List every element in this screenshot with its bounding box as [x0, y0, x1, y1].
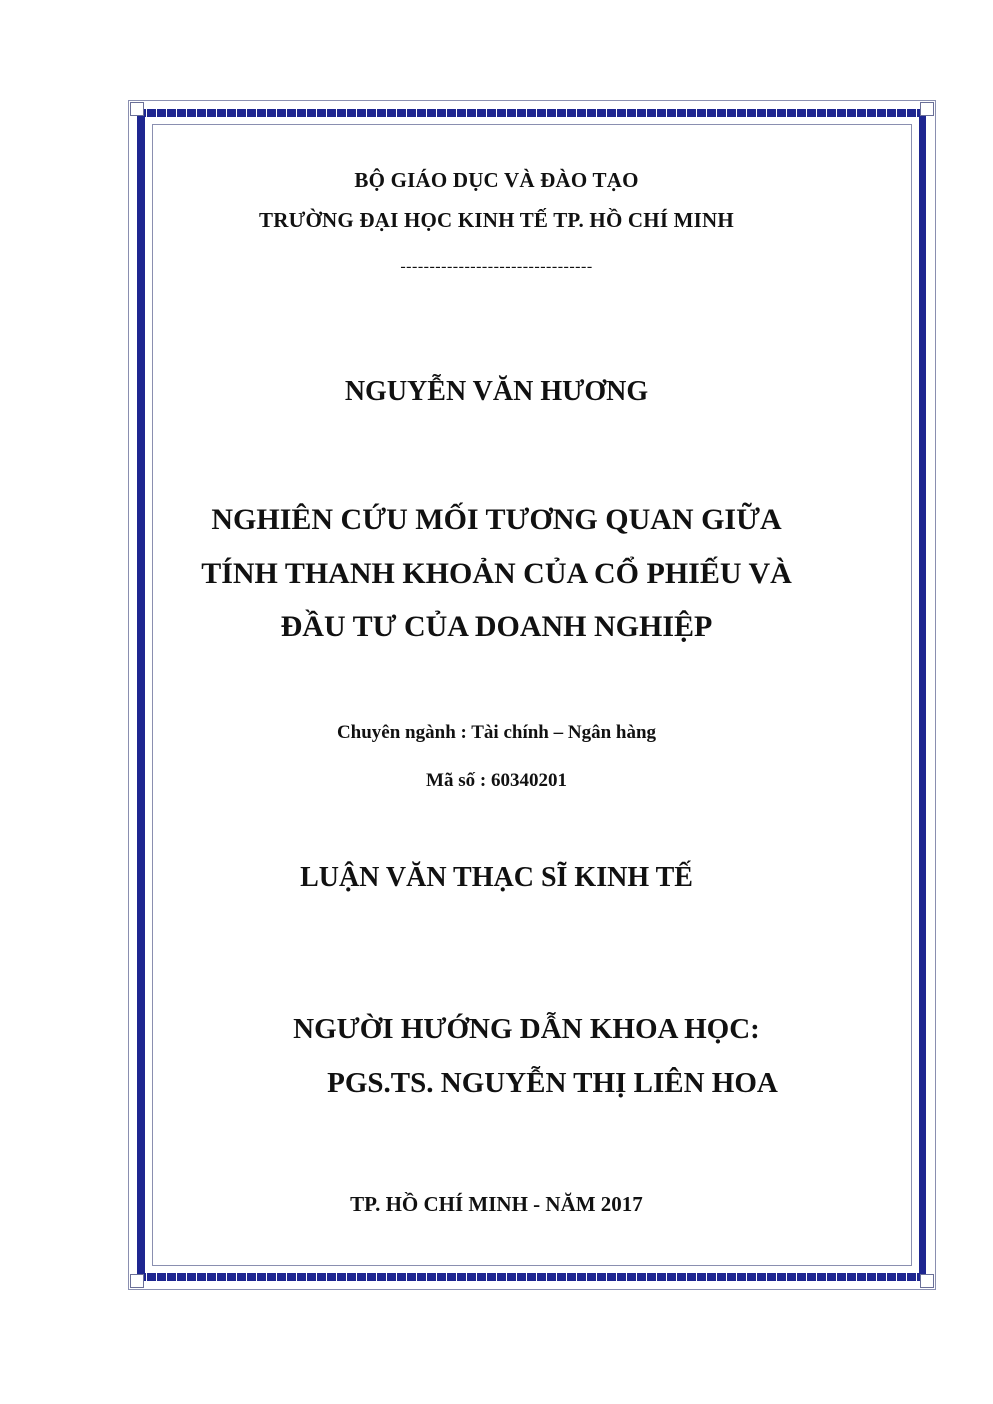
thesis-title-line-1: NGHIÊN CỨU MỐI TƯƠNG QUAN GIỮA: [211, 503, 782, 536]
author-name: NGUYỄN VĂN HƯƠNG: [344, 376, 649, 407]
thesis-title-line-2: TÍNH THANH KHOẢN CỦA CỔ PHIẾU VÀ: [201, 557, 792, 590]
advisor-label: NGƯỜI HƯỚNG DẪN KHOA HỌC:: [293, 1013, 760, 1045]
header-divider: ---------------------------------: [400, 258, 593, 275]
major-code: Mã số : 60340201: [426, 770, 567, 791]
major-field: Chuyên ngành : Tài chính – Ngân hàng: [336, 722, 657, 743]
ministry-name: BỘ GIÁO DỤC VÀ ĐÀO TẠO: [354, 168, 639, 192]
thesis-title-line-3: ĐẦU TƯ CỦA DOANH NGHIỆP: [280, 610, 713, 643]
frame-corner-top-left: [130, 102, 144, 116]
degree-type: LUẬN VĂN THẠC SĨ KINH TẾ: [300, 862, 693, 893]
advisor-name: PGS.TS. NGUYỄN THỊ LIÊN HOA: [327, 1067, 778, 1099]
frame-corner-bottom-left: [130, 1274, 144, 1288]
university-name: TRƯỜNG ĐẠI HỌC KINH TẾ TP. HỒ CHÍ MINH: [259, 208, 734, 232]
frame-corner-top-right: [920, 102, 934, 116]
frame-corner-bottom-right: [920, 1274, 934, 1288]
place-and-year: TP. HỒ CHÍ MINH - NĂM 2017: [350, 1192, 643, 1216]
